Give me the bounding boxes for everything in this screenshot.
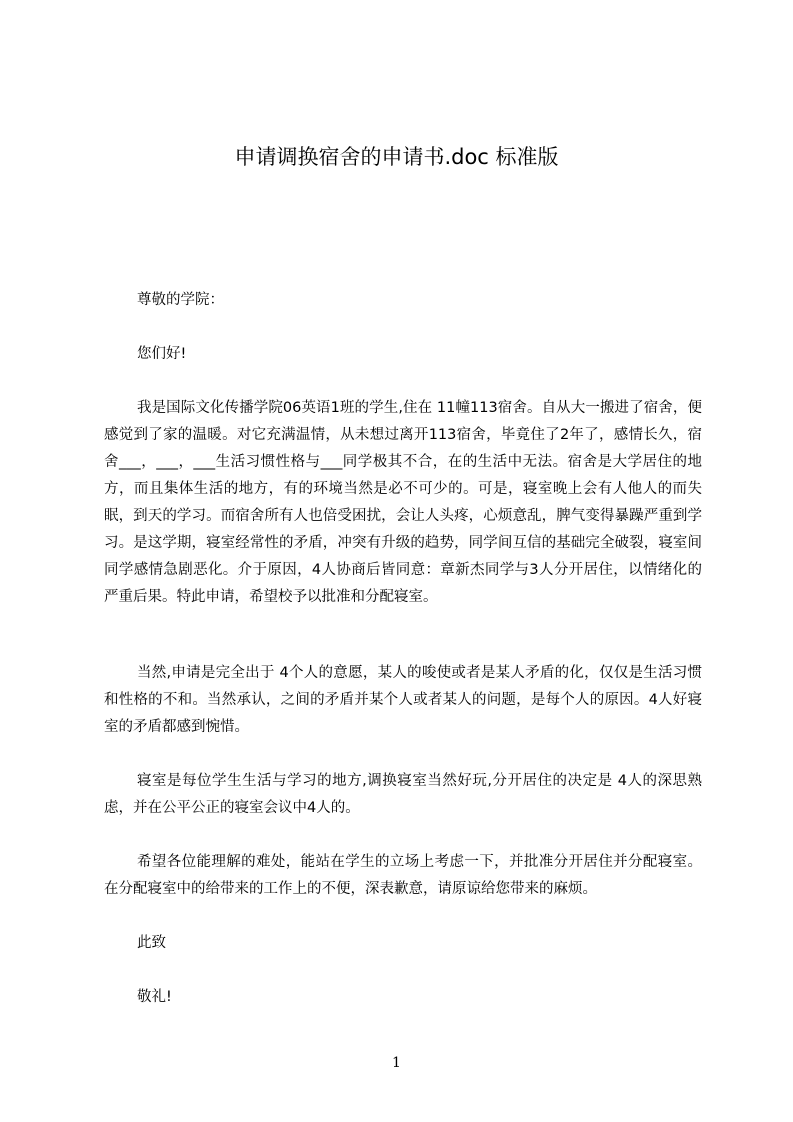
closing-line-1: 此致 <box>137 935 166 951</box>
paragraph-3: 寝室是每位学生生活与学习的地方,调换寝室当然好玩,分开居住的决定是 4人的深思熟虑，并在公平公正的寝室会议中4人的。 <box>104 773 702 816</box>
paragraph-2: 当然,申请是完全出于 4个人的意愿，某人的唆使或者是某人矛盾的化，仅仅是生活习惯和性格的不和。当然承认，之间的矛盾并某个人或者某人的问题，是每个人的原因。4人好寝室的矛盾都感到惋惜。 <box>104 665 702 735</box>
page-number: 1 <box>392 1055 401 1071</box>
closing-line-2: 敬礼! <box>137 989 172 1005</box>
document-title: 申请调换宿舍的申请书.doc 标准版 <box>234 145 559 169</box>
paragraph-1: 我是国际文化传播学院06英语1班的学生,住在 11幢113宿舍。自从大一搬进了宿舍，便感觉到了家的温暖。对它充满温情，从未想过离开113宿舍，毕竟住了2年了，感情长久，宿舍___，___，___生活习惯性格与___同学极其不合，在的生活中无法。宿舍是大学居住的地方，而且集体生活的地方，有的环境当然是必不可少的。可是，寝室晚上会有人他人的而失眠，到天的学习。而宿舍所有人也倍受困扰，会让人头疼，心烦意乱，脾气变得暴躁严重到学习。是这学期，寝室经常性的矛盾，冲突有升级的趋势，同学间互信的基础完全破裂，寝室间同学感情急剧恶化。介于原因，4人协商后皆同意：章新杰同学与3人分开居住，以情绪化的严重后果。特此申请，希望校予以批准和分配寝室。 <box>104 400 702 605</box>
paragraph-4: 希望各位能理解的难处，能站在学生的立场上考虑一下，并批准分开居住并分配寝室。在分配寝室中的给带来的工作上的不便，深表歉意，请原谅给您带来的麻烦。 <box>104 854 702 897</box>
salutation: 尊敬的学院： <box>137 292 224 308</box>
greeting: 您们好! <box>137 346 187 362</box>
